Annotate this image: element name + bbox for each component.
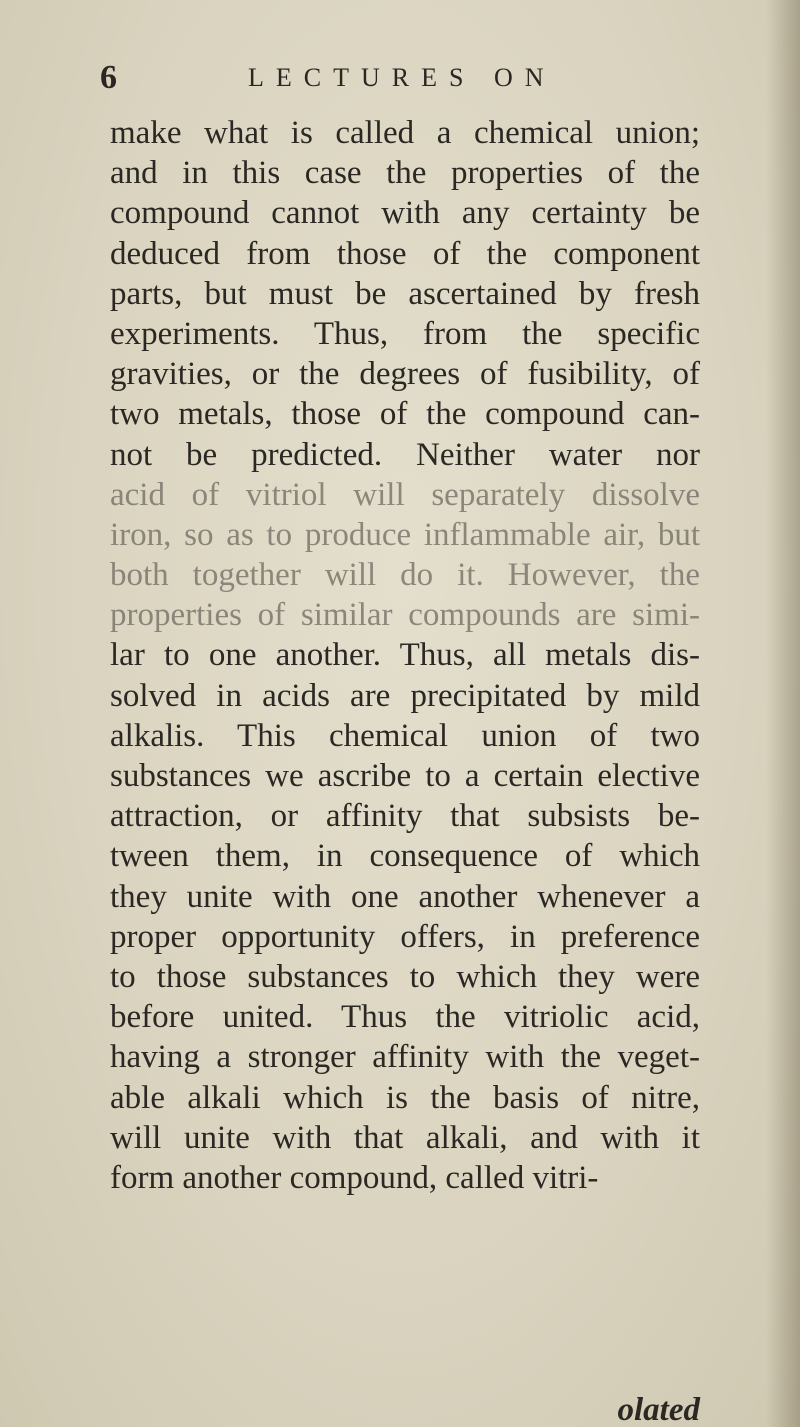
text-line: gravities, or the degrees of fusibility, of [110, 356, 700, 393]
text-line: both together will do it. However, the [110, 557, 700, 594]
text-line: and in this case the properties of the [110, 155, 700, 192]
text-line: parts, but must be ascertained by fresh [110, 275, 700, 312]
text-line: acid of vitriol will separately dissolve [110, 476, 700, 513]
text-line: before united. Thus the vitriolic acid, [110, 999, 700, 1036]
running-head: LECTURES ON [248, 63, 556, 92]
text-line: attraction, or affinity that subsists be- [110, 798, 700, 835]
text-line: make what is called a chemical union; [110, 115, 700, 151]
text-line: solved in acids are precipitated by mild [110, 677, 700, 714]
page-header [100, 50, 740, 106]
text-line: will unite with that alkali, and with it [110, 1119, 700, 1156]
text-line: two metals, those of the compound can- [110, 396, 700, 433]
text-line: having a stronger affinity with the veget- [110, 1039, 700, 1076]
text-line: to those substances to which they were [110, 958, 700, 995]
text-line: experiments. Thus, from the specific [110, 315, 700, 352]
body-text [110, 113, 700, 1198]
text-line: tween them, in consequence of which [110, 838, 700, 875]
text-line: able alkali which is the basis of nitre, [110, 1079, 700, 1116]
text-line: alkalis. This chemical union of two [110, 717, 700, 754]
page-number: 6 [100, 59, 117, 96]
text-line: lar to one another. Thus, all metals dis- [110, 637, 700, 674]
text-line: properties of similar compounds are simi- [110, 597, 700, 634]
text-line: form another compound, called vitri- [110, 1159, 599, 1196]
catchword: olated [617, 1392, 700, 1427]
text-line: deduced from those of the component [110, 235, 700, 272]
text-line: substances we ascribe to a certain elective [110, 758, 700, 794]
text-line: iron, so as to produce inflammable air, but [110, 516, 700, 553]
text-line: proper opportunity offers, in preference [110, 918, 700, 955]
text-line: not be predicted. Neither water nor [110, 436, 700, 473]
text-line: compound cannot with any certainty be [110, 195, 700, 232]
page-edge-shadow [766, 0, 800, 1427]
text-line: they unite with one another whenever a [110, 878, 700, 915]
